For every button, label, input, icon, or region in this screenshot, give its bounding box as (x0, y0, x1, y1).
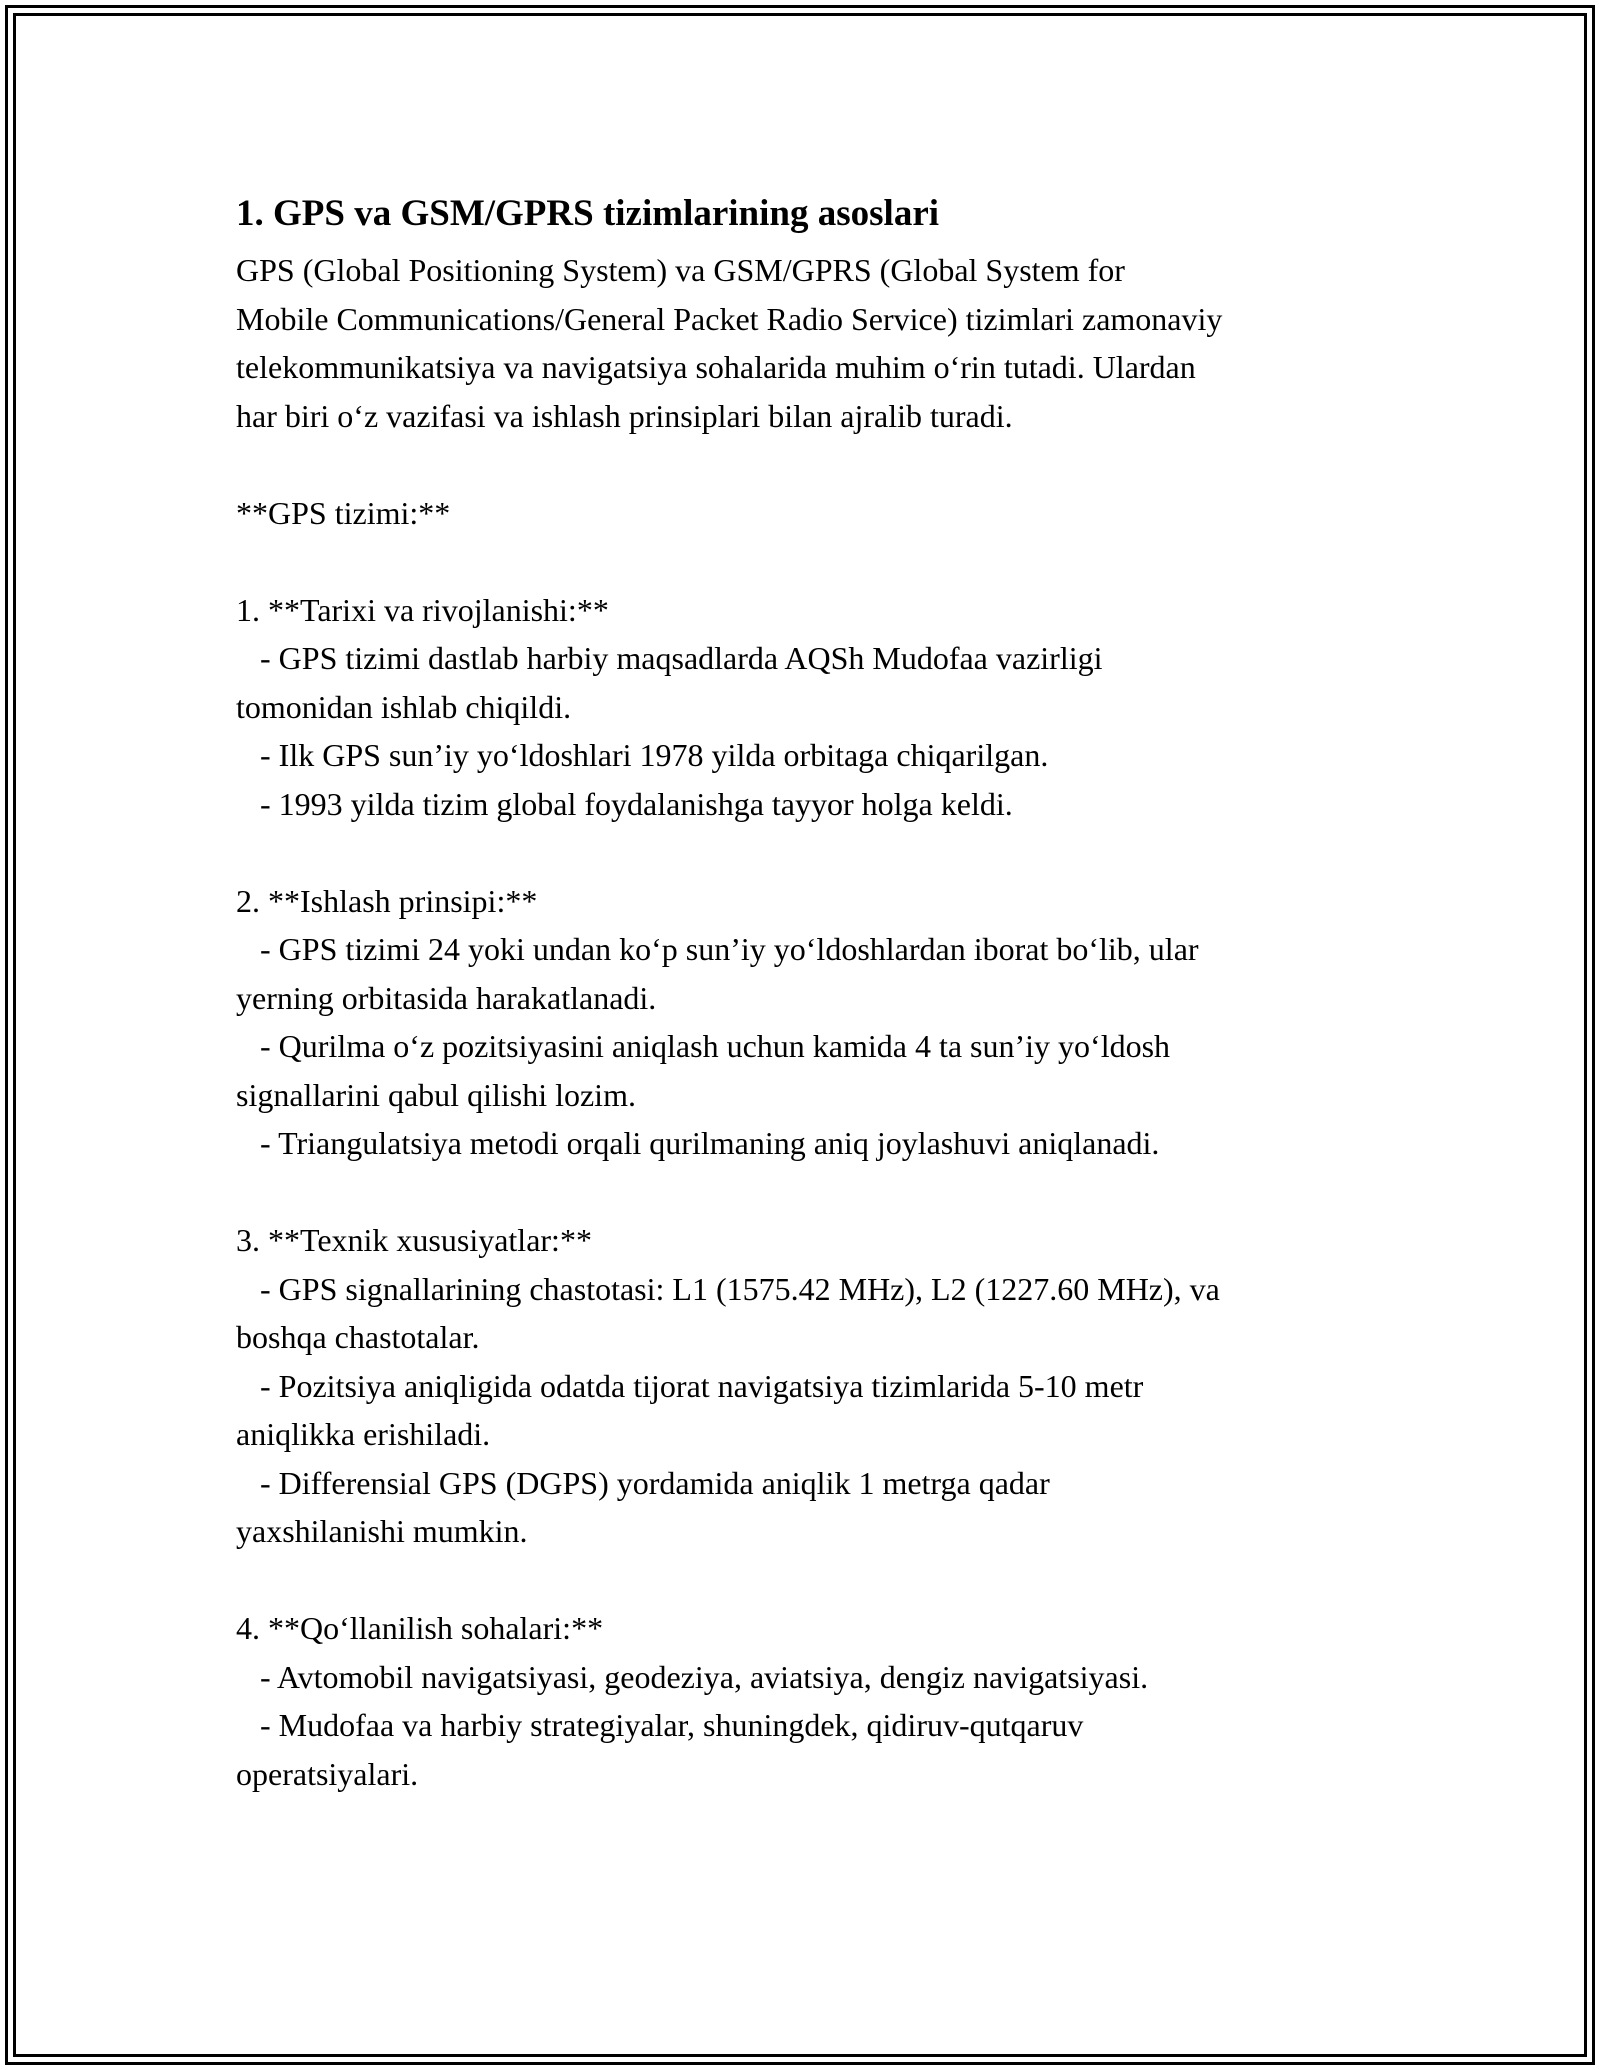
section-principle (236, 877, 1376, 1168)
section-body: - GPS tizimi 24 yoki undan ko‘p sun’iy yo‘ldoshlardan iborat bo‘lib, ular yerning orbitasida harakatlanadi. - Qurilma o‘z pozitsiyasini aniqlash uchun kamida 4 ta sun’iy yo‘ldosh signallarini qabul qilishi lozim. - Triangulatsiya metodi orqali qurilmaning aniq joylashuvi aniqlanadi. (236, 931, 1199, 1161)
section-history (236, 586, 1376, 829)
section-body: - GPS signallarining chastotasi: L1 (1575.42 MHz), L2 (1227.60 MHz), va boshqa chastotalar. - Pozitsiya aniqligida odatda tijorat navigatsiya tizimlarida 5-10 metr aniqlikka erishiladi. - Differensial GPS (DGPS) yordamida aniqlik 1 metrga qadar yaxshilanishi mumkin. (236, 1270, 1220, 1549)
section-body: - GPS tizimi dastlab harbiy maqsadlarda AQSh Mudofaa vazirligi tomonidan ishlab chiqildi. - Ilk GPS sun’iy yo‘ldoshlari 1978 yilda orbitaga chiqarilgan. - 1993 yilda tizim global foydalanishga tayyor holga keldi. (236, 640, 1103, 822)
section-title: 1. **Tarixi va rivojlanishi:** (236, 591, 609, 628)
spacer (236, 440, 1376, 489)
section-heading: 1. GPS va GSM/GPRS tizimlarining asoslari (236, 193, 940, 234)
gps-subtitle: **GPS tizimi:** (236, 494, 451, 531)
intro-paragraph: GPS (Global Positioning System) va GSM/GPRS (Global System for Mobile Communications/General Packet Radio Service) tizimlari zamonaviy telekommunikatsiya va navigatsiya sohalarida muhim o‘rin tutadi. Ulardan har biri o‘z vazifasi va ishlash prinsiplari bilan ajralib turadi. (236, 252, 1223, 434)
section-body: - Avtomobil navigatsiyasi, geodeziya, aviatsiya, dengiz navigatsiyasi. - Mudofaa va harbiy strategiyalar, shuningdek, qidiruv-qutqaruv operatsiyalari. (236, 1658, 1149, 1792)
spacer (236, 1168, 1376, 1217)
spacer (236, 828, 1376, 877)
spacer (236, 537, 1376, 586)
section-applications (236, 1604, 1376, 1798)
section-technical (236, 1216, 1376, 1556)
section-title: 3. **Texnik xususiyatlar:** (236, 1222, 592, 1258)
spacer (236, 1556, 1376, 1605)
section-title: 4. **Qo‘llanilish sohalari:** (236, 1610, 604, 1646)
document-body (236, 186, 1376, 1798)
section-title: 2. **Ishlash prinsipi:** (236, 882, 538, 919)
